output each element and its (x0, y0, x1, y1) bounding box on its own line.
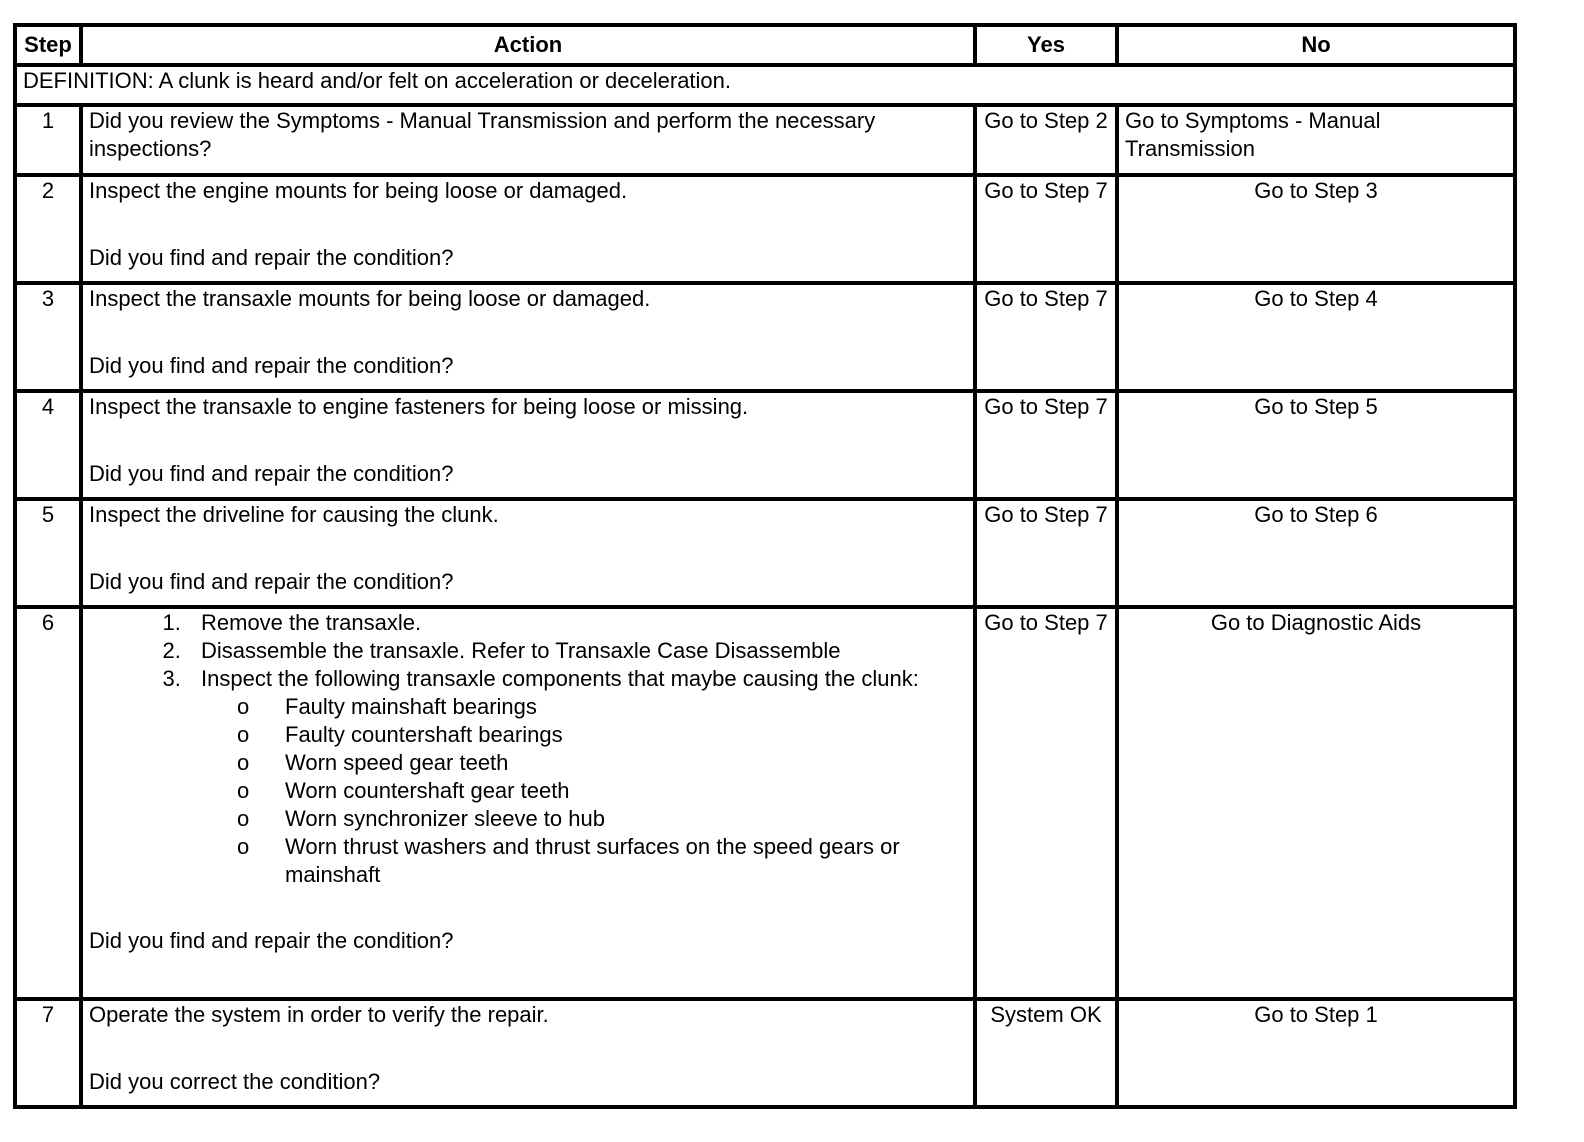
table-row (15, 499, 1515, 607)
yes-result: Go to Step 7 (975, 607, 1117, 999)
list-item-text: Inspect the following transaxle components that maybe causing the clunk: (201, 666, 919, 691)
component-list (201, 693, 967, 889)
table-row (15, 105, 1515, 175)
action-cell (81, 999, 975, 1107)
step-number: 5 (15, 499, 81, 607)
procedure-list (89, 609, 967, 889)
list-item (187, 665, 967, 889)
step-number: 3 (15, 283, 81, 391)
question-text: Did you correct the condition? (89, 1069, 381, 1094)
action-cell (81, 391, 975, 499)
yes-result: System OK (975, 999, 1117, 1107)
yes-result: Go to Step 7 (975, 391, 1117, 499)
no-result: Go to Step 1 (1117, 999, 1515, 1107)
list-item: o Faulty mainshaft bearings (285, 693, 967, 721)
table-row (15, 607, 1515, 999)
step-number: 4 (15, 391, 81, 499)
no-result: Go to Step 3 (1117, 175, 1515, 283)
action-cell (81, 175, 975, 283)
question-text: Did you find and repair the condition? (89, 928, 454, 953)
header-step: Step (15, 25, 81, 65)
inspect-text: Inspect the driveline for causing the clunk. (89, 502, 499, 527)
step-number: 7 (15, 999, 81, 1107)
diagnostic-table (13, 23, 1517, 1109)
yes-result: Go to Step 7 (975, 175, 1117, 283)
yes-result: Go to Step 7 (975, 499, 1117, 607)
list-item: o Worn synchronizer sleeve to hub (285, 805, 967, 833)
definition-row (15, 65, 1515, 105)
question-text: Did you find and repair the condition? (89, 353, 454, 378)
question-text: Did you find and repair the condition? (89, 245, 454, 270)
action-cell (81, 607, 975, 999)
inspect-text: Inspect the engine mounts for being loose or damaged. (89, 178, 628, 203)
no-result: Go to Symptoms - Manual Transmission (1117, 105, 1515, 175)
question-text: Did you find and repair the condition? (89, 461, 454, 486)
no-result: Go to Step 4 (1117, 283, 1515, 391)
step-number: 2 (15, 175, 81, 283)
table-row (15, 999, 1515, 1107)
question-text: Did you find and repair the condition? (89, 569, 454, 594)
inspect-text: Inspect the transaxle mounts for being loose or damaged. (89, 286, 651, 311)
table-row (15, 283, 1515, 391)
list-item: 2. Disassemble the transaxle. Refer to Transaxle Case Disassemble (187, 637, 967, 665)
header-row (15, 25, 1515, 65)
no-result: Go to Step 5 (1117, 391, 1515, 499)
header-no: No (1117, 25, 1515, 65)
no-result: Go to Diagnostic Aids (1117, 607, 1515, 999)
header-action: Action (81, 25, 975, 65)
action-cell (81, 283, 975, 391)
inspect-text: Operate the system in order to verify the repair. (89, 1002, 549, 1027)
definition-text: DEFINITION: A clunk is heard and/or felt on acceleration or deceleration. (15, 65, 1515, 105)
table-row (15, 175, 1515, 283)
list-item: o Worn countershaft gear teeth (285, 777, 967, 805)
list-item: o Worn thrust washers and thrust surfaces on the speed gears or mainshaft (285, 833, 967, 889)
list-item: 1. Remove the transaxle. (187, 609, 967, 637)
yes-result: Go to Step 7 (975, 283, 1117, 391)
no-result: Go to Step 6 (1117, 499, 1515, 607)
step-number: 6 (15, 607, 81, 999)
action-cell (81, 499, 975, 607)
yes-result: Go to Step 2 (975, 105, 1117, 175)
step-number: 1 (15, 105, 81, 175)
list-item: o Worn speed gear teeth (285, 749, 967, 777)
header-yes: Yes (975, 25, 1117, 65)
inspect-text: Inspect the transaxle to engine fasteners for being loose or missing. (89, 394, 749, 419)
action-text: Did you review the Symptoms - Manual Transmission and perform the necessary inspections? (81, 105, 975, 175)
table-row (15, 391, 1515, 499)
list-item: o Faulty countershaft bearings (285, 721, 967, 749)
